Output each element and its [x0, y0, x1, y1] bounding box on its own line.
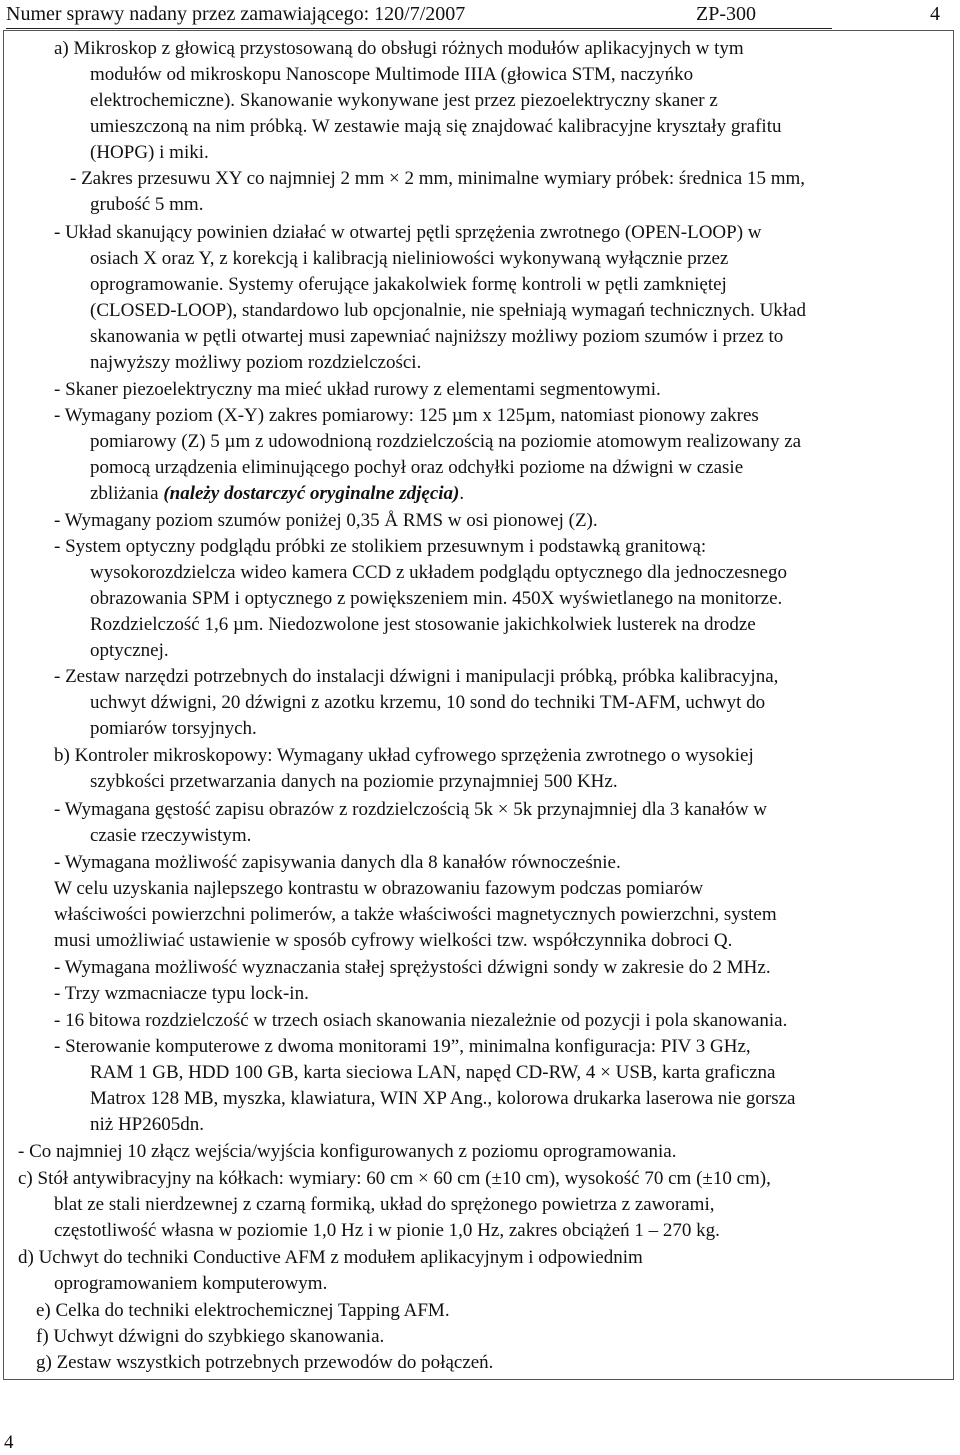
- text-line: - System optyczny podglądu próbki ze stolikiem przesuwnym i podstawką granitową:: [54, 536, 707, 557]
- text-line: e) Celka do techniki elektrochemicznej Tapping AFM.: [36, 1300, 450, 1321]
- text-line: - Trzy wzmacniacze typu lock-in.: [54, 983, 309, 1004]
- page-header: [6, 0, 832, 29]
- text-line: g) Zestaw wszystkich potrzebnych przewodów do połączeń.: [36, 1352, 494, 1373]
- text-line: a) Mikroskop z głowicą przystosowaną do obsługi różnych modułów aplikacyjnych w tym: [54, 38, 744, 59]
- text-line: oprogramowanie. Systemy oferujące jakakolwiek formę kontroli w pętli zamkniętej: [90, 274, 727, 295]
- text-line: niż HP2605dn.: [90, 1114, 204, 1135]
- text-line: RAM 1 GB, HDD 100 GB, karta sieciowa LAN, napęd CD-RW, 4 × USB, karta graficzna: [90, 1062, 776, 1083]
- text-line: pomocą urządzenia eliminującego pochył oraz odchyłki poziome na dźwigni w czasie: [90, 457, 744, 478]
- text-line: uchwyt dźwigni, 20 dźwigni z azotku krzemu, 10 sond do techniki TM-AFM, uchwyt do: [90, 692, 766, 713]
- text-line: wysokorozdzielcza wideo kamera CCD z układem podglądu optycznego dla jednoczesnego: [90, 562, 787, 583]
- text-line: - Zestaw narzędzi potrzebnych do instalacji dźwigni i manipulacji próbką, próbka kalibracyjna,: [54, 666, 779, 687]
- text-line: skanowania w pętli otwartej musi zapewniać najniższy możliwy poziom szumów i przez to: [90, 326, 784, 347]
- text-line: elektrochemiczne). Skanowanie wykonywane jest przez piezoelektryczny skaner z: [90, 90, 718, 111]
- text-line: pomiarów torsyjnych.: [90, 718, 257, 739]
- text-line: osiach X oraz Y, z korekcją i kalibracją nieliniowości wykonywaną wyłącznie przez: [90, 248, 729, 269]
- text-line: (HOPG) i miki.: [90, 142, 209, 163]
- footer-page-number: 4: [4, 1432, 14, 1453]
- text-line: oprogramowaniem komputerowym.: [54, 1273, 328, 1294]
- text-line: - 16 bitowa rozdzielczość w trzech osiach skanowania niezależnie od pozycji i pola skanowania.: [54, 1010, 788, 1031]
- text-line: - Skaner piezoelektryczny ma mieć układ rurowy z elementami segmentowymi.: [54, 379, 661, 400]
- text-line: - Wymagany poziom szumów poniżej 0,35 Å RMS w osi pionowej (Z).: [54, 510, 598, 531]
- text-line: grubość 5 mm.: [90, 194, 204, 215]
- text-line: obrazowania SPM i optycznego z powiększeniem min. 450X wyświetlanego na monitorze.: [90, 588, 783, 609]
- text-line: musi umożliwiać ustawienie w sposób cyfrowy wielkości tzw. współczynnika dobroci Q.: [54, 930, 733, 951]
- text-line: f) Uchwyt dźwigni do szybkiego skanowania.: [36, 1326, 385, 1347]
- text-line: modułów od mikroskopu Nanoscope Multimode IIIA (głowica STM, naczyńko: [90, 64, 694, 85]
- text-line: d) Uchwyt do techniki Conductive AFM z modułem aplikacyjnym i odpowiednim: [18, 1247, 643, 1268]
- text-line: częstotliwość własna w poziomie 1,0 Hz i w pionie 1,0 Hz, zakres obciążeń 1 – 270 kg.: [54, 1220, 720, 1241]
- text-line: - Wymagany poziom (X-Y) zakres pomiarowy: 125 µm x 125µm, natomiast pionowy zakres: [54, 405, 759, 426]
- text-line: - Wymagana gęstość zapisu obrazów z rozdzielczością 5k × 5k przynajmniej dla 3 kanałów w: [54, 799, 768, 820]
- text-line: - Układ skanujący powinien działać w otwartej pętli sprzężenia zwrotnego (OPEN-LOOP) w: [54, 222, 762, 243]
- case-number: Numer sprawy nadany przez zamawiającego: 120/7/2007: [6, 3, 466, 25]
- text-line: (CLOSED-LOOP), standardowo lub opcjonalnie, nie spełniają wymagań technicznych. Układ: [90, 300, 807, 321]
- text-line: najwyższy możliwy poziom rozdzielczości.: [90, 352, 422, 373]
- text-line: Matrox 128 MB, myszka, klawiatura, WIN XP Ang., kolorowa drukarka laserowa nie gorsza: [90, 1088, 796, 1109]
- document-code: ZP-300: [696, 3, 756, 25]
- text-line: W celu uzyskania najlepszego kontrastu w obrazowaniu fazowym podczas pomiarów: [54, 878, 704, 899]
- text-line: c) Stół antywibracyjny na kółkach: wymiary: 60 cm × 60 cm (±10 cm), wysokość 70 cm (±10 cm),: [18, 1168, 771, 1189]
- text-line: - Zakres przesuwu XY co najmniej 2 mm × 2 mm, minimalne wymiary próbek: średnica 15 mm,: [70, 168, 806, 189]
- text-line: optycznej.: [90, 640, 169, 661]
- text-line: szybkości przetwarzania danych na poziomie przynajmniej 500 KHz.: [90, 771, 618, 792]
- text-line: - Sterowanie komputerowe z dwoma monitorami 19”, minimalna konfiguracja: PIV 3 GHz,: [54, 1036, 751, 1057]
- text-line: właściwości powierzchni polimerów, a także właściwości magnetycznych powierzchni, system: [54, 904, 777, 925]
- text-line: umieszczoną na nim próbką. W zestawie mają się znajdować kalibracyjne kryształy grafitu: [90, 116, 782, 137]
- text-line: pomiarowy (Z) 5 µm z udowodnioną rozdzielczością na poziomie atomowym realizowany za: [90, 431, 802, 452]
- emphasis-note: (należy dostarczyć oryginalne zdjęcia): [163, 483, 460, 504]
- text-line: b) Kontroler mikroskopowy: Wymagany układ cyfrowego sprzężenia zwrotnego o wysokiej: [54, 745, 754, 766]
- text-line: - Co najmniej 10 złącz wejścia/wyjścia konfigurowanych z poziomu oprogramowania.: [18, 1141, 677, 1162]
- text-line: blat ze stali nierdzewnej z czarną formiką, układ do sprężonego powietrza z zaworami,: [54, 1194, 715, 1215]
- text-line: czasie rzeczywistym.: [90, 825, 252, 846]
- text-line: - Wymagana możliwość wyznaczania stałej sprężystości dźwigni sondy w zakresie do 2 MHz.: [54, 957, 771, 978]
- text-line: Rozdzielczość 1,6 µm. Niedozwolone jest stosowanie jakichkolwiek lusterek na drodze: [90, 614, 756, 635]
- page-number: 4: [930, 3, 940, 25]
- text-line: - Wymagana możliwość zapisywania danych dla 8 kanałów równocześnie.: [54, 852, 621, 873]
- text-line: zbliżania (należy dostarczyć oryginalne zdjęcia).: [90, 483, 465, 504]
